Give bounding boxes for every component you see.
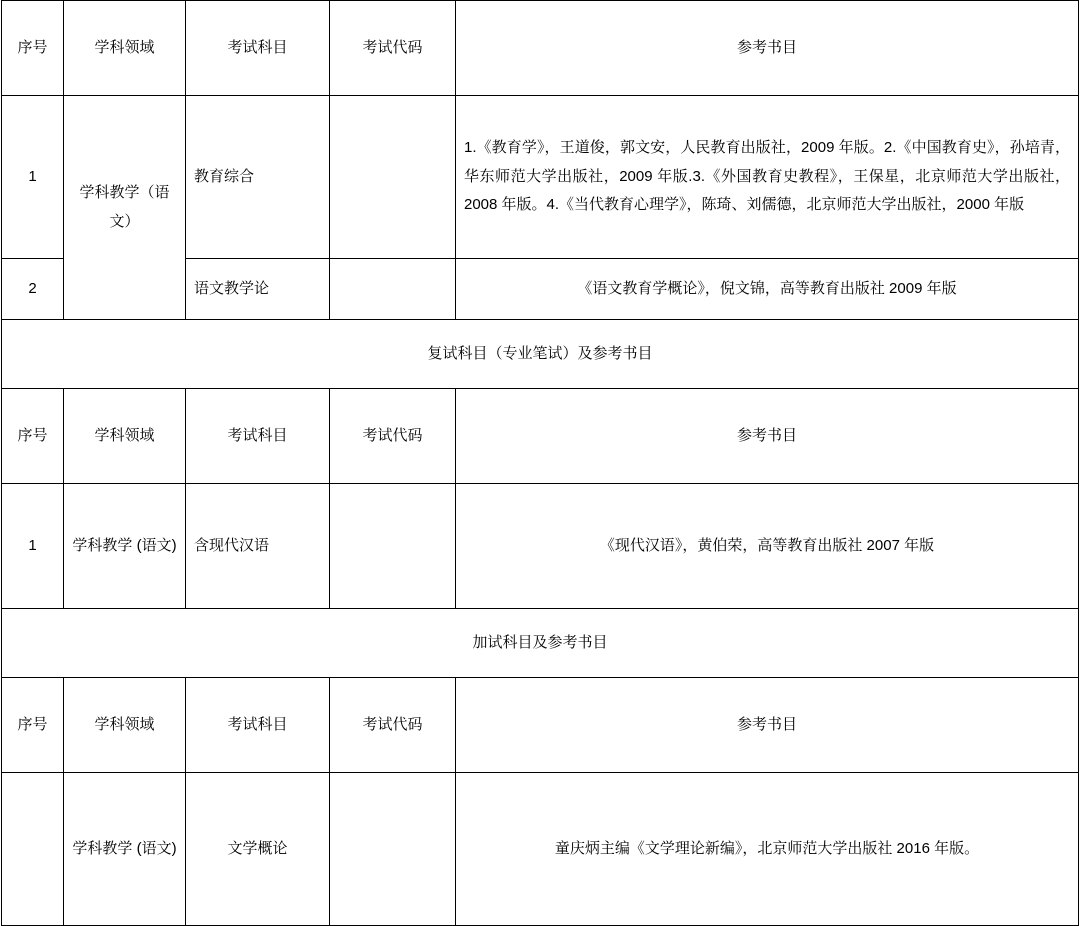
cell-code (330, 96, 456, 259)
cell-subject: 教育综合 (186, 96, 330, 259)
table-row (2, 484, 1079, 609)
header-subject: 考试科目 (186, 1, 330, 96)
table-row (2, 773, 1079, 926)
header-subject: 考试科目 (186, 389, 330, 484)
exam-reference-table (1, 0, 1079, 926)
cell-books: 童庆炳主编《文学理论新编》，北京师范大学出版社 2016 年版。 (456, 773, 1079, 926)
header-field: 学科领域 (64, 1, 186, 96)
header-no: 序号 (2, 1, 64, 96)
header-no: 序号 (2, 389, 64, 484)
cell-no: 1 (2, 96, 64, 259)
cell-books: 《现代汉语》，黄伯荣，高等教育出版社 2007 年版 (456, 484, 1079, 609)
cell-subject: 语文教学论 (186, 259, 330, 320)
cell-code (330, 773, 456, 926)
header-code: 考试代码 (330, 389, 456, 484)
cell-books: 《语文教育学概论》，倪文锦，高等教育出版社 2009 年版 (456, 259, 1079, 320)
table-row (2, 96, 1079, 259)
header-field: 学科领域 (64, 389, 186, 484)
header-no: 序号 (2, 678, 64, 773)
cell-no: 1 (2, 484, 64, 609)
cell-subject: 文学概论 (186, 773, 330, 926)
cell-code (330, 484, 456, 609)
header-books: 参考书目 (456, 1, 1079, 96)
header-books: 参考书目 (456, 389, 1079, 484)
table-header-row-2 (2, 389, 1079, 484)
header-field: 学科领域 (64, 678, 186, 773)
section-title-row (2, 320, 1079, 389)
cell-code (330, 259, 456, 320)
cell-books: 1.《教育学》，王道俊，郭文安，人民教育出版社，2009 年版。2.《中国教育史》，孙培青，华东师范大学出版社，2009 年版.3.《外国教育史教程》，王保星，北京师范大学出版社，2008 年版。4.《当代教育心理学》，陈琦、刘儒德，北京师范大学出版社，2000 年版 (456, 96, 1079, 259)
header-subject: 考试科目 (186, 678, 330, 773)
header-books: 参考书目 (456, 678, 1079, 773)
section-title-retest: 复试科目（专业笔试）及参考书目 (2, 320, 1079, 389)
cell-subject: 含现代汉语 (186, 484, 330, 609)
cell-no: 2 (2, 259, 64, 320)
table-header-row-3 (2, 678, 1079, 773)
table-header-row-1 (2, 1, 1079, 96)
cell-field: 学科教学 (语文) (64, 484, 186, 609)
section-title-additional: 加试科目及参考书目 (2, 609, 1079, 678)
cell-no (2, 773, 64, 926)
header-code: 考试代码 (330, 1, 456, 96)
cell-field: 学科教学（语文） (64, 96, 186, 320)
header-code: 考试代码 (330, 678, 456, 773)
cell-field: 学科教学 (语文) (64, 773, 186, 926)
section-title-row (2, 609, 1079, 678)
